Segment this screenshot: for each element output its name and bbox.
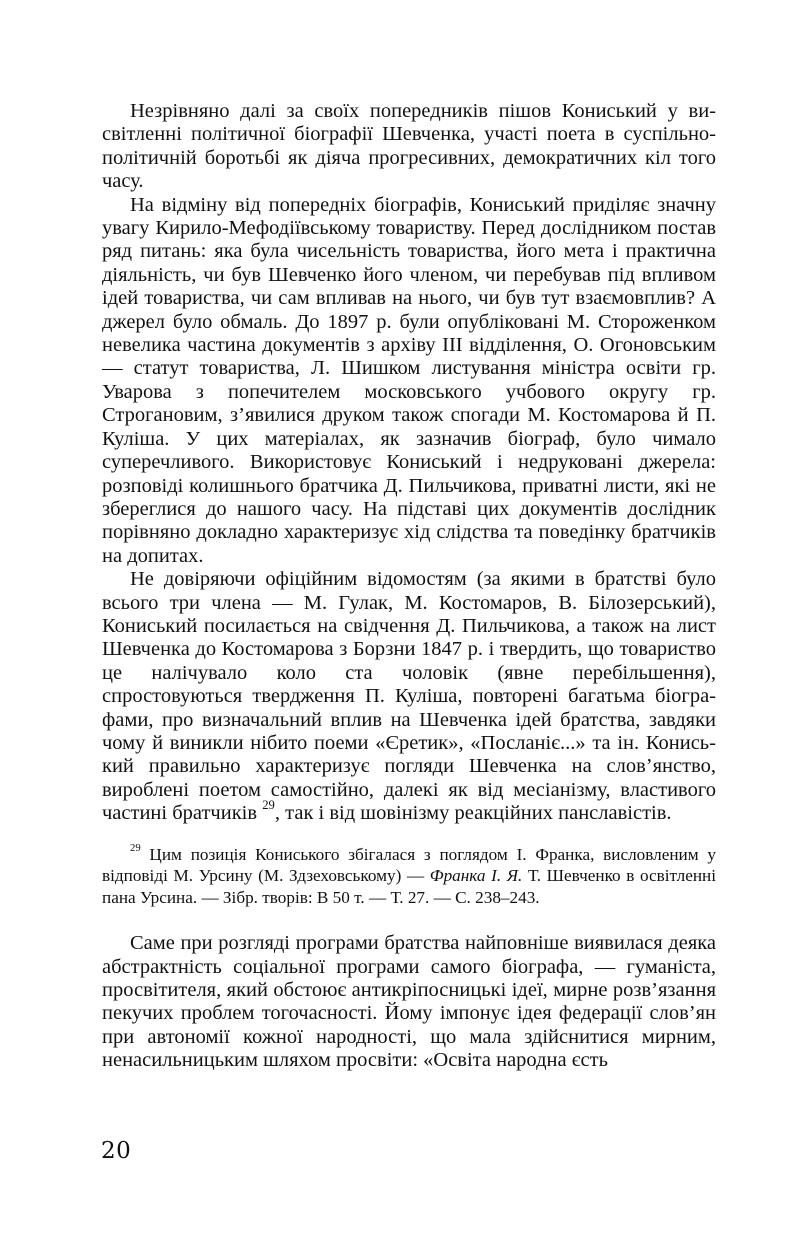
paragraph: На відміну від попередніх біографів, Кониський приділяє значну увагу Кирило-Мефодіївському товариству. Перед дослідником постав ряд питань: яка була чисельність товариства, його мета і практична діяльність, чи був Шевченко його членом, чи перебував під впливом ідей товариства, чи сам впливав на нього, чи був тут взаємовплив? А джерел було обмаль. До 1897 р. були опубліковані М. Стороженком невелика частина документів з архіву III відділення, О. Огоновським — статут товариства, Л. Шишком листування міністра освіти гр. Уварова з попечителем московського учбового округу гр. Строгановим, з’явилися друком також спогади М. Костомарова й П. Куліша. У цих матеріалах, як зазначив біограф, було чимало суперечливого. Використовує Кониський і недруковані джерела: розповіді колишнього братчика Д. Пильчикова, приватні листи, які не збереглися до нашого часу. На підставі цих документів дослідник порівняно докладно характеризує хід слідства та поведінку братчиків на допитах. — [102, 193, 716, 567]
paragraph-text: Не довіряючи офіційним відомостям (за якими в братстві було всього три члена — М. Гулак, М. Костомаров, В. Білозерський), Кониський посилається на свідчення Д. Пильчикова, а також на лист Шевченка до Костомарова з Борзни 1847 р. і твердить, що товариство це налічувало коло ста чоловік (явне перебільшення), спростовуються твердження П. Куліша, повторені багатьма біографами, про визначальний вплив на Шевченка ідей братства, завдяки чому й виникли нібито поеми «Єретик», «Посланіє...» та ін. Кониський правильно характеризує погляди Шевченка на слов’янство, вироблені поетом самостійно, далекі як від месіанізму, властивого частині братчиків — [102, 568, 716, 825]
paragraph: Незрівняно далі за своїх попередників пішов Кониський у висвітленні політичної біографії Шевченка, участі поета в суспільно-політичній боротьбі як діяча прогресивних, демократичних кіл того часу. — [102, 100, 716, 193]
footnote-text: Цим позиція Кониського збігалася з поглядом І. Франка, висловленим у відповіді М. Урсину (М. Здзеховському) — — [102, 844, 716, 886]
paragraph: Саме при розгляді програми братства найповніше виявилася деяка абстрактність соціальної програми самого біографа, — гуманіста, просвітителя, який обстоює антикріпосницькі ідеї, мирне розв’язання пекучих проблем тогочасності. Йому імпонує ідея федерації слов’ян при автономії кожної народності, що мала здійснитися мирним, ненасильницьким шляхом просвіти: «Освіта народна єсть — [102, 932, 716, 1072]
paragraph-text: , так і від шовінізму реакційних панславістів. — [274, 802, 672, 825]
footnote-reference: 29 — [262, 798, 275, 813]
page-number: 20 — [101, 1138, 132, 1164]
footnotes — [102, 844, 716, 909]
footnote-text: Т. Шевченко в освітленні пана Урсина. — Зібр. творів: В 50 т. — Т. 27. — С. 238–243. — [102, 866, 716, 907]
paragraph — [102, 568, 716, 825]
footnote-number: 29 — [130, 843, 141, 855]
page-body — [102, 100, 716, 1073]
footnote-author: Франка І. Я. — [429, 866, 523, 886]
footnote — [102, 844, 716, 909]
